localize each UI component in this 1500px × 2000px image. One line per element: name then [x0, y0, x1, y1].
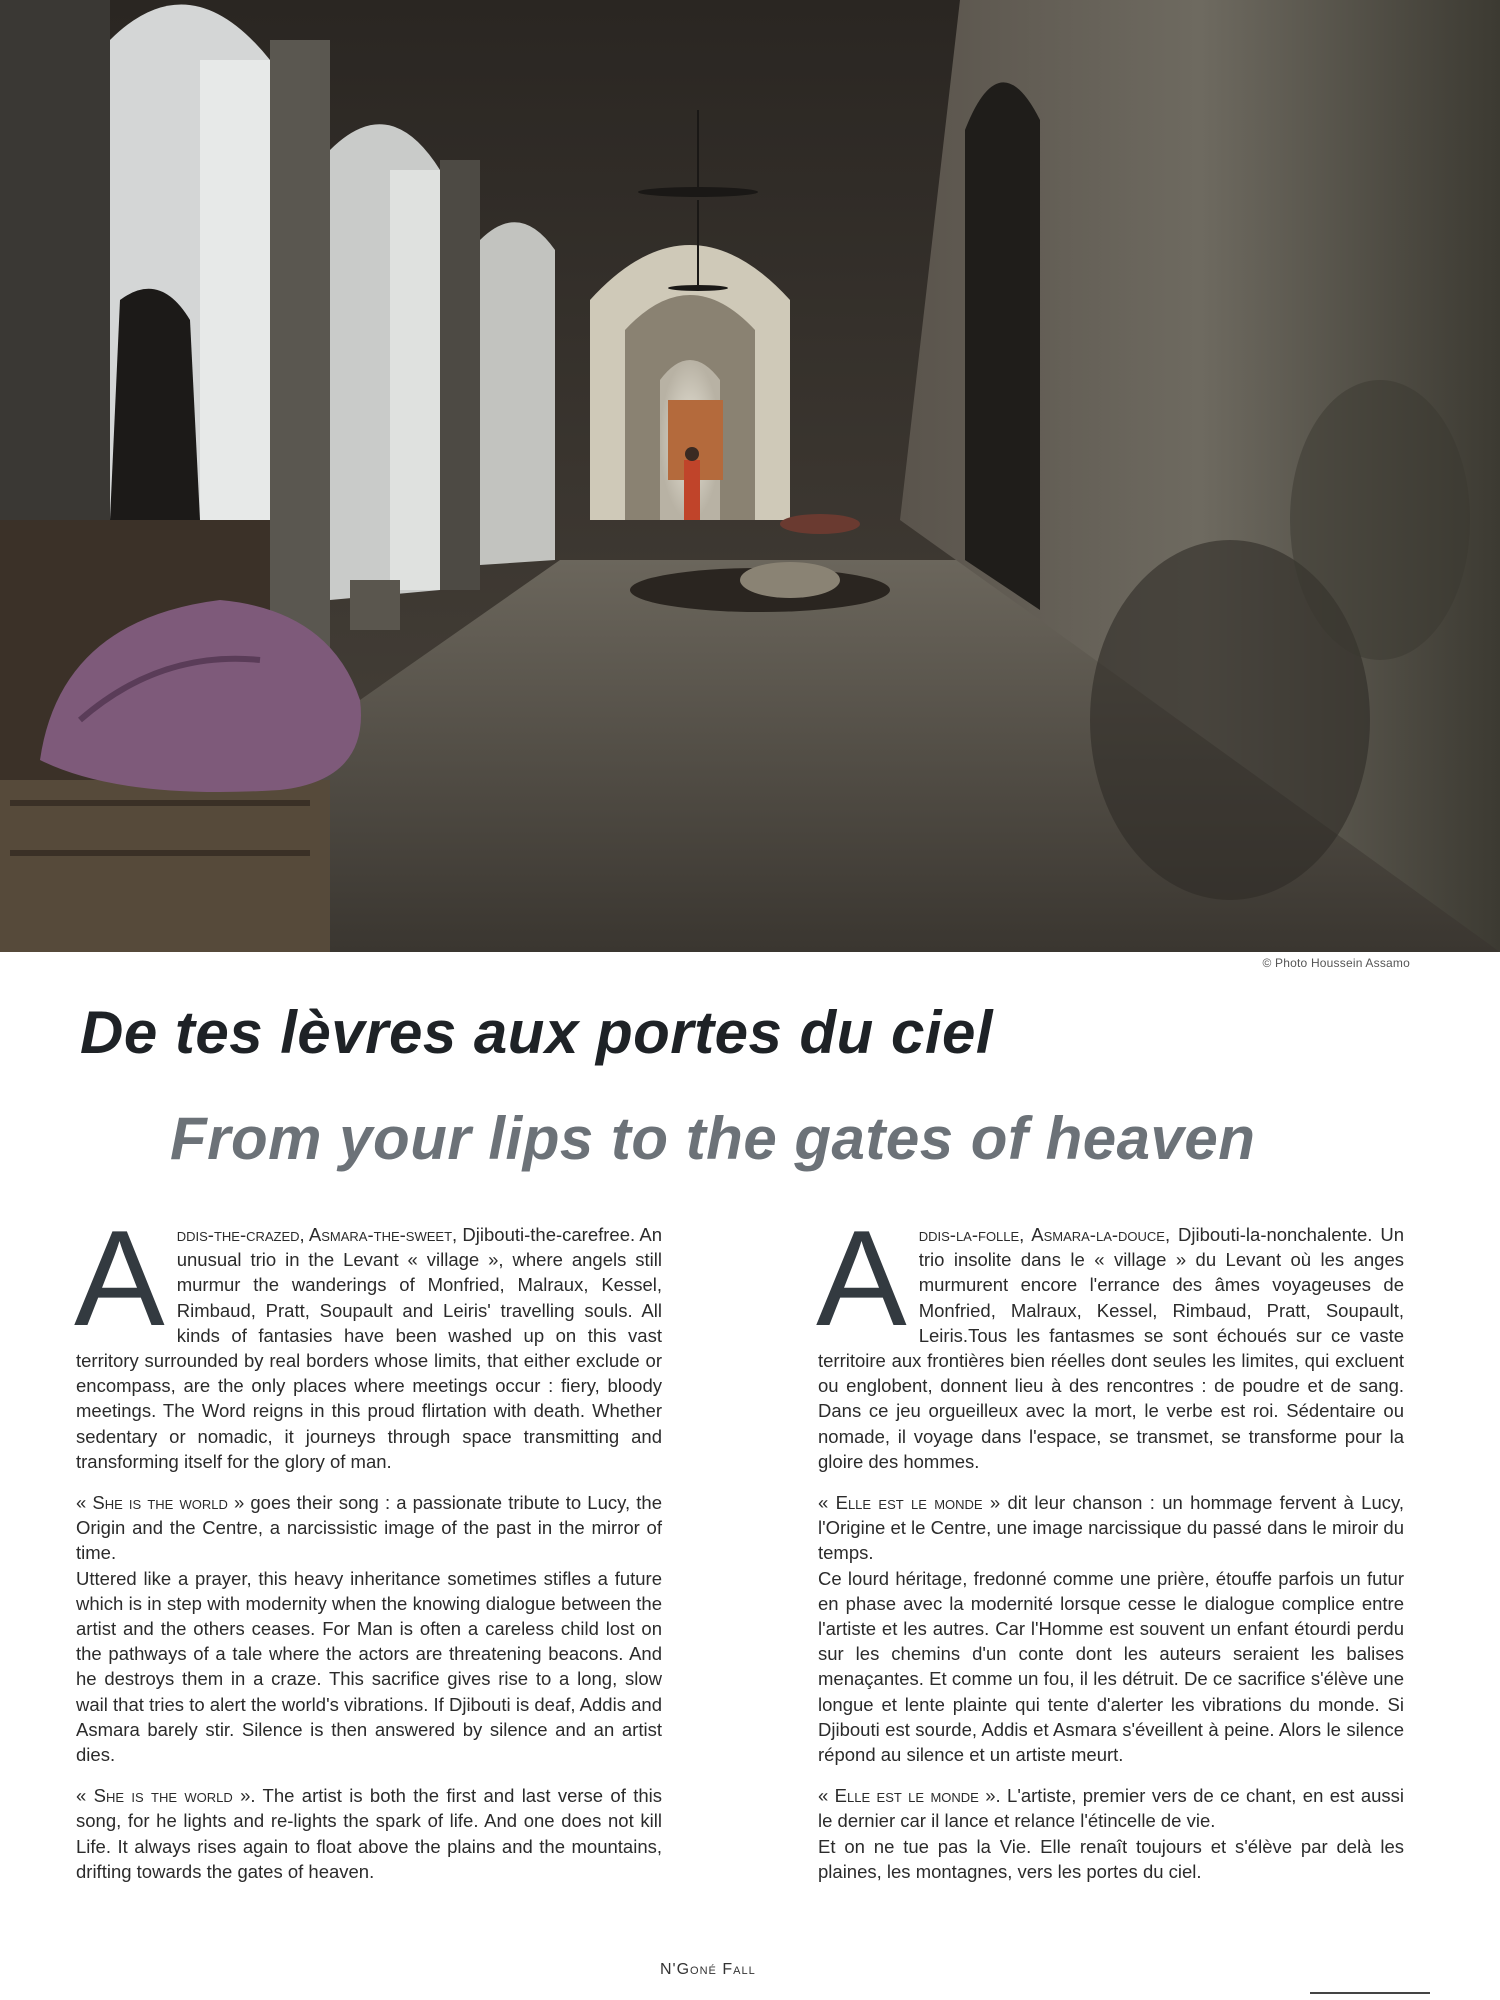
- paragraph-text: » dit leur chanson : un hommage fervent à Lucy, l'Origine et le Centre, une image narcissique du passé dans le miroir du temps.: [818, 1492, 1404, 1564]
- french-paragraph-1: [816, 1202, 1405, 1474]
- quote-open: « S: [76, 1492, 105, 1514]
- smallcaps-lead: ddis-the-crazed, Asmara-the-sweet,: [176, 1224, 458, 1245]
- french-paragraph-5: Et on ne tue pas la Vie. Elle renaît toujours et s'élève par delà les plaines, les montagnes, vers les portes du ciel.: [818, 1835, 1404, 1882]
- photo-illustration: [0, 0, 1500, 952]
- photo-credit: © Photo Houssein Assamo: [1262, 956, 1410, 970]
- smallcaps-lead: ddis-la-folle, Asmara-la-douce,: [918, 1224, 1171, 1245]
- paragraph-text: ». The artist is both the first and last verse of this song, for he lights and re-lights the spark of life. And one does not kill Life. It always rises again to float above the plains and the mountains, drifting towards the gates of heaven.: [76, 1785, 662, 1882]
- english-column: [74, 1202, 662, 1884]
- smallcaps-lead: he is the world: [104, 1492, 228, 1514]
- french-paragraph-3: Ce lourd héritage, fredonné comme une prière, étouffe parfois un futur en phase avec la modernité lorsque cesse le dialogue complice entre l'artiste et les autres. Car l'Homme est souvent un enfant étourdi perdu sur les chemins d'un conte dont les auteurs seraient les balises menaçantes. Et comme un fou, il les détruit. De ce sacrifice s'élève une longue et lente plainte qui tente d'alerter les vibrations du monde. Si Djibouti est sourde, Addis et Asmara s'éveillent à peine. Alors le silence répond au silence et un artiste meurt.: [818, 1567, 1404, 1766]
- page-corner-rule: [1310, 1992, 1430, 1994]
- paragraph-text: ». L'artiste, premier vers de ce chant, en est aussi le dernier car il lance et relance l'étincelle de vie.: [818, 1785, 1405, 1832]
- smallcaps-lead: lle est le monde: [847, 1785, 979, 1807]
- quote-open: « E: [818, 1492, 848, 1514]
- arcade-corridor-photo: [0, 0, 1500, 952]
- english-paragraph-1: [74, 1202, 662, 1474]
- title-english: From your lips to the gates of heaven: [170, 1105, 1256, 1172]
- smallcaps-lead: lle est le monde: [847, 1492, 983, 1514]
- smallcaps-lead: he is the world: [105, 1785, 233, 1807]
- french-column: [816, 1202, 1405, 1884]
- paragraph-text: Djibouti-the-carefree. An unusual trio in the Levant « village », where angels still murmur the wanderings of Monfried, Malraux, Kessel, Rimbaud, Pratt, Soupault and Leiris' travelling souls. All kinds of fantasies have been washed up on this vast territory surrounded by real borders whose limits, that either exclude or encompass, are the only places where meetings occur : fiery, bloody meetings. The Word reigns in this proud flirtation with death. Whether sedentary or nomadic, it journeys through space transmitting and transforming itself for the glory of man.: [76, 1224, 662, 1472]
- paragraph-text: » goes their song : a passionate tribute to Lucy, the Origin and the Centre, a narcissistic image of the past in the mirror of time.: [76, 1492, 662, 1564]
- quote-open: « S: [76, 1785, 106, 1807]
- dropcap: A: [74, 1202, 165, 1354]
- french-paragraph-4: [818, 1783, 1404, 1833]
- french-paragraph-2: [818, 1490, 1404, 1566]
- title-french: De tes lèvres aux portes du ciel: [80, 999, 994, 1066]
- dropcap: A: [816, 1202, 907, 1354]
- english-paragraph-3: Uttered like a prayer, this heavy inheritance sometimes stifles a future which is in step with modernity when the knowing dialogue between the artist and the others ceases. For Man is often a careless child lost on the pathways of a tale where the actors are threatening beacons. And he destroys them in a craze. This sacrifice gives rise to a long, slow wail that tries to alert the world's vibrations. If Djibouti is deaf, Addis and Asmara barely stir. Silence is then answered by silence and an artist dies.: [76, 1567, 662, 1766]
- paragraph-text: Djibouti-la-nonchalente. Un trio insolite dans le « village » du Levant où les anges murmurent encore l'errance des âmes voyageuses de Monfried, Malraux, Kessel, Rimbaud, Pratt, Soupault, Leiris.Tous les fantasmes se sont échoués sur ce vaste territoire aux frontières bien réelles dont seules les limites, qui excluent ou englobent, donnent lieu à des rencontres : de poudre et de sang. Dans ce jeu orgueilleux avec la mort, le verbe est roi. Sédentaire ou nomade, il voyage dans l'espace, se transmet, se transforme pour la gloire des hommes.: [818, 1224, 1405, 1472]
- english-paragraph-4: [76, 1783, 662, 1884]
- author-signature: N'Goné Fall: [660, 1961, 756, 1978]
- english-paragraph-2: [76, 1490, 662, 1566]
- quote-open: « E: [818, 1785, 848, 1807]
